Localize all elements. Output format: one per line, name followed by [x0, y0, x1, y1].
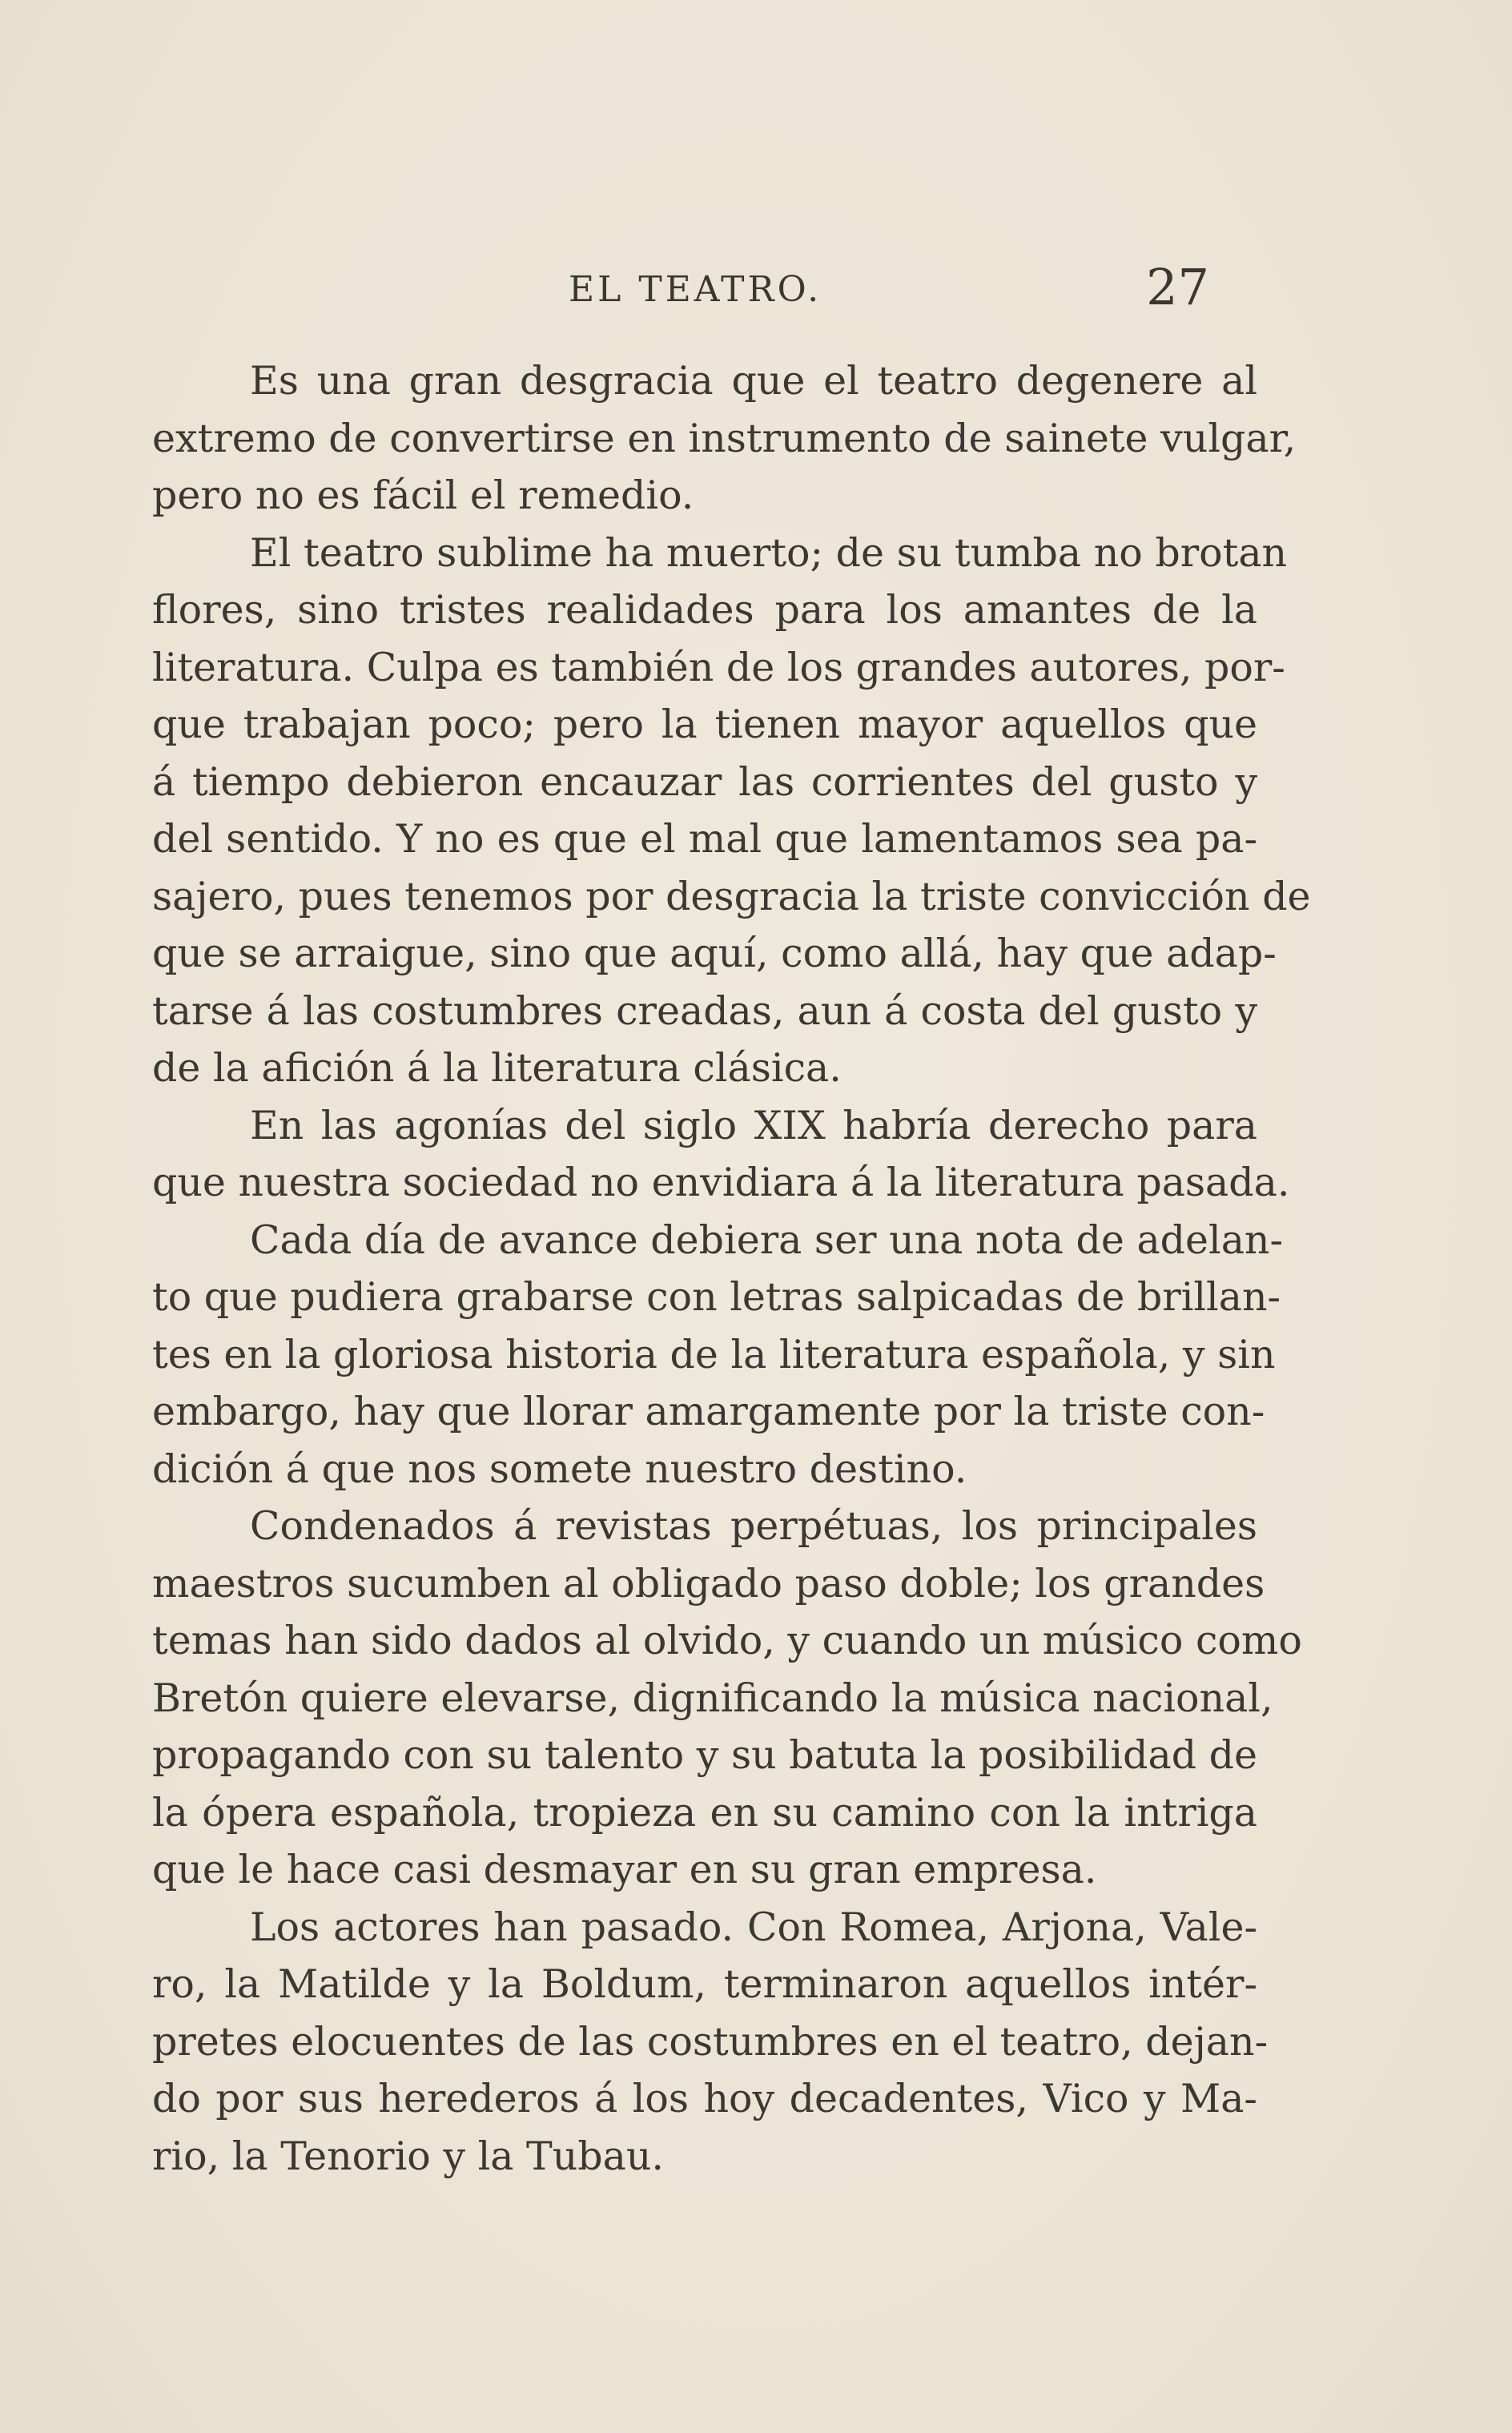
text-line: que le hace casi desmayar en su gran empresa. — [152, 1847, 1097, 1892]
text-line: flores, sino tristes realidades para los amantes de la — [152, 587, 1257, 633]
text-line: temas han sido dados al olvido, y cuando un músico como — [152, 1618, 1302, 1663]
text-line: de la afición á la literatura clásica. — [152, 1045, 842, 1091]
text-line: tes en la gloriosa historia de la literatura española, y sin — [152, 1331, 1276, 1377]
text-line: sajero, pues tenemos por desgracia la triste convicción de — [152, 873, 1311, 919]
text-line: propagando con su talento y su batuta la posibilidad de — [152, 1732, 1257, 1778]
body-text — [152, 352, 1311, 2185]
text-line: ro, la Matilde y la Boldum, terminaron aquellos intér- — [152, 1961, 1257, 2007]
text-line: Los actores han pasado. Con Romea, Arjona, Vale- — [250, 1904, 1257, 1950]
text-line: del sentido. Y no es que el mal que lamentamos sea pa- — [152, 816, 1257, 862]
text-line: que nuestra sociedad no envidiara á la literatura pasada. — [152, 1160, 1290, 1205]
text-line: á tiempo debieron encauzar las corrientes del gusto y — [152, 758, 1257, 805]
text-line: extremo de convertirse en instrumento de sainete vulgar, — [152, 415, 1297, 461]
text-line: maestros sucumben al obligado paso doble; los grandes — [152, 1560, 1265, 1607]
text-line: literatura. Culpa es también de los grandes autores, por- — [152, 644, 1285, 690]
text-line: Es una gran desgracia que el teatro degenere al — [250, 358, 1257, 404]
text-line: dición á que nos somete nuestro destino. — [152, 1446, 967, 1492]
text-line: rio, la Tenorio y la Tubau. — [152, 2133, 664, 2179]
text-line: la ópera española, tropieza en su camino con la intriga — [152, 1789, 1257, 1836]
text-line: que se arraigue, sino que aquí, como allá, hay que adap- — [152, 931, 1277, 976]
text-line: do por sus herederos á los hoy decadentes, Vico y Ma- — [152, 2076, 1257, 2121]
text-line: tarse á las costumbres creadas, aun á costa del gusto y — [152, 987, 1257, 1034]
running-title: EL TEATRO. — [569, 269, 822, 310]
text-line: to que pudiera grabarse con letras salpicadas de brillan- — [152, 1274, 1281, 1320]
page-number: 27 — [1146, 258, 1209, 316]
text-line: pero no es fácil el remedio. — [152, 473, 694, 518]
text-line: Bretón quiere elevarse, dignificando la música nacional, — [152, 1675, 1273, 1721]
running-header — [152, 256, 1257, 320]
text-line: que trabajan poco; pero la tienen mayor aquellos que — [152, 702, 1257, 747]
text-line: Cada día de avance debiera ser una nota de adelan- — [250, 1216, 1284, 1263]
text-line: En las agonías del siglo XIX habría derecho para — [250, 1102, 1257, 1148]
text-line: pretes elocuentes de las costumbres en el teatro, dejan- — [152, 2018, 1269, 2065]
text-line: embargo, hay que llorar amargamente por la triste con- — [152, 1389, 1265, 1434]
text-line: El teatro sublime ha muerto; de su tumba no brotan — [250, 529, 1288, 576]
text-line: Condenados á revistas perpétuas, los principales — [250, 1503, 1257, 1549]
